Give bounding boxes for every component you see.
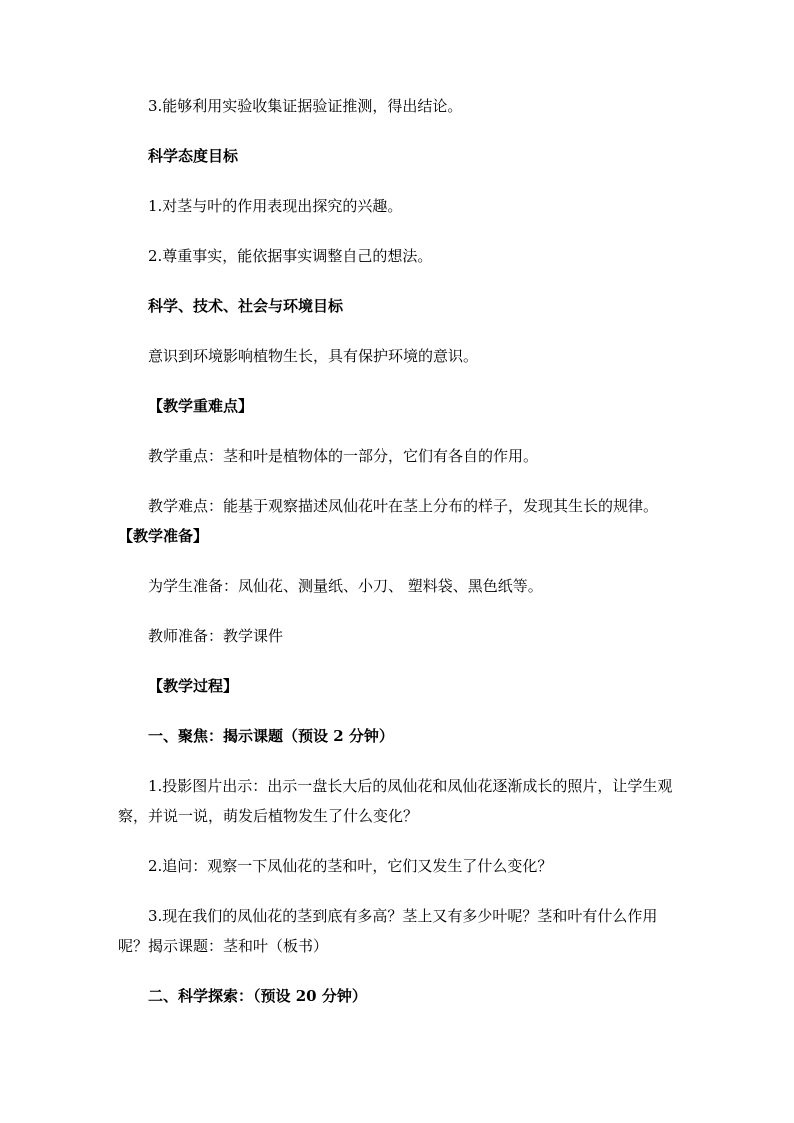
heading-teaching-process: 【教学过程】 xyxy=(148,677,239,695)
heading-science-attitude-goals: 科学态度目标 xyxy=(148,147,239,165)
focus-step-1: 1.投影图片出示：出示一盘长大后的凤仙花和凤仙花逐渐成长的照片，让学生观察，并说一说，萌发后植物发生了什么变化？ xyxy=(118,777,673,825)
teaching-difficult-point: 教学难点：能基于观察描述凤仙花叶在茎上分布的样子，发现其生长的规律。【教学准备】 xyxy=(118,497,659,545)
attitude-goal-1: 1.对茎与叶的作用表现出探究的兴趣。 xyxy=(148,197,403,215)
heading-teaching-preparation: 【教学准备】 xyxy=(118,527,209,545)
stse-goal: 意识到环境影响植物生长，具有保护环境的意识。 xyxy=(148,347,479,365)
focus-step-2: 2.追问：观察一下凤仙花的茎和叶，它们又发生了什么变化？ xyxy=(148,857,553,875)
objective-3: 3.能够利用实验收集证据验证推测，得出结论。 xyxy=(148,97,463,115)
focus-step-3: 3.现在我们的凤仙花的茎到底有多高？茎上又有多少叶呢？茎和叶有什么作用呢？揭示课题：茎和叶（板书） xyxy=(118,907,658,955)
attitude-goal-2: 2.尊重事实，能依据事实调整自己的想法。 xyxy=(148,247,433,265)
teacher-preparation: 教师准备：教学课件 xyxy=(148,627,284,645)
heading-key-difficult-points: 【教学重难点】 xyxy=(148,397,254,415)
student-preparation: 为学生准备：凤仙花、测量纸、小刀、 塑料袋、黑色纸等。 xyxy=(148,577,543,595)
heading-stse-goals: 科学、技术、社会与环境目标 xyxy=(148,297,344,315)
heading-section-exploration: 二、科学探索：（预设 20 分钟） xyxy=(148,987,367,1005)
teaching-key-point: 教学重点：茎和叶是植物体的一部分，它们有各自的作用。 xyxy=(148,447,539,465)
heading-section-focus: 一、聚焦：揭示课题（预设 2 分钟） xyxy=(148,727,394,745)
